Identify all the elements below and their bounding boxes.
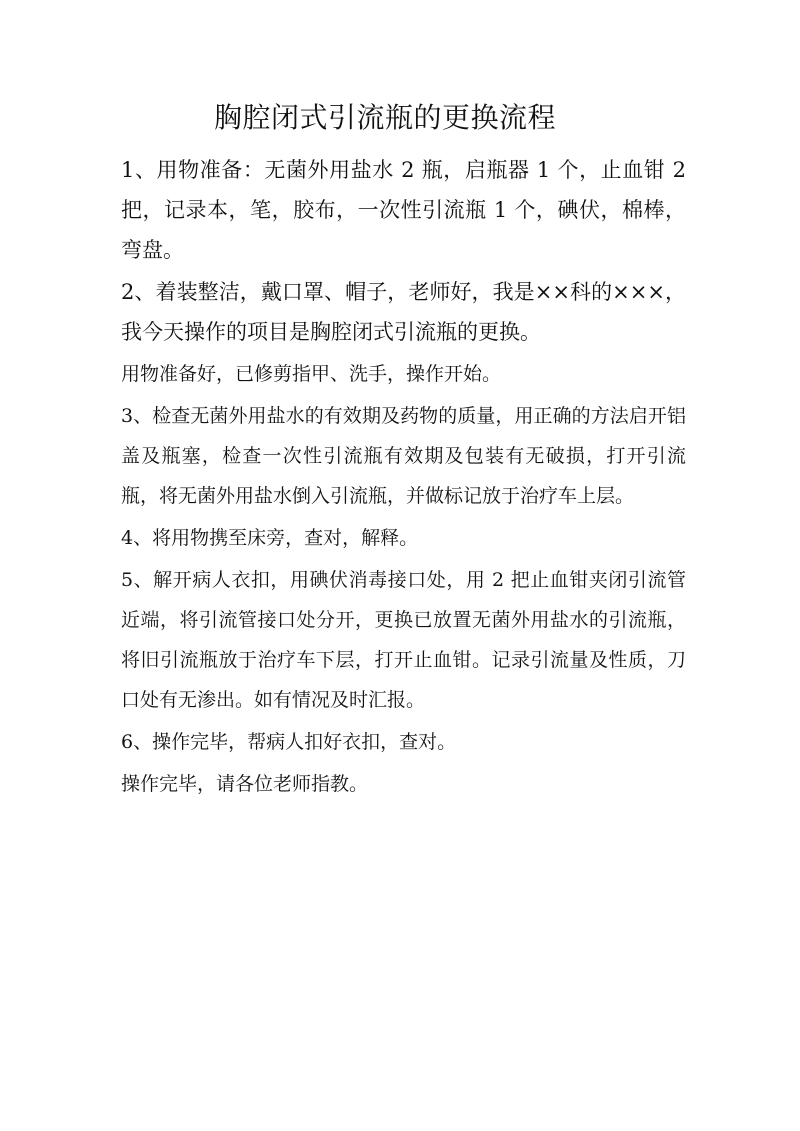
document-body [121,150,686,804]
paragraph-step-3: 3、检查无菌外用盐水的有效期及药物的质量，用正确的方法启开铝盖及瓶塞，检查一次性引流瓶有效期及包装有无破损，打开引流瓶，将无菌外用盐水倒入引流瓶，并做标记放于治疗车上层。 [121,405,686,507]
paragraph-ready: 用物准备好，已修剪指甲、洗手，操作开始。 [121,363,502,385]
paragraph-step-1: 1、用物准备：无菌外用盐水 2 瓶，启瓶器 1 个，止血钳 2 把，记录本，笔，胶布，一次性引流瓶 1 个，碘伏，棉棒，弯盘。 [121,158,686,262]
paragraph-closing: 操作完毕，请各位老师指教。 [121,773,369,795]
paragraph-step-4: 4、将用物携至床旁，查对，解释。 [121,527,419,549]
document-title: 胸腔闭式引流瓶的更换流程 [213,101,556,134]
paragraph-step-5: 5、解开病人衣扣，用碘伏消毒接口处，用 2 把止血钳夹闭引流管近端，将引流管接口处分开，更换已放置无菌外用盐水的引流瓶，将旧引流瓶放于治疗车下层，打开止血钳。记录引流量及性质，刀口处有无渗出。如有情况及时汇报。 [121,569,686,711]
paragraph-step-2: 2、着装整洁，戴口罩、帽子，老师好，我是××科的×××，我今天操作的项目是胸腔闭式引流瓶的更换。 [121,280,686,344]
paragraph-step-6: 6、操作完毕，帮病人扣好衣扣，查对。 [121,731,457,753]
